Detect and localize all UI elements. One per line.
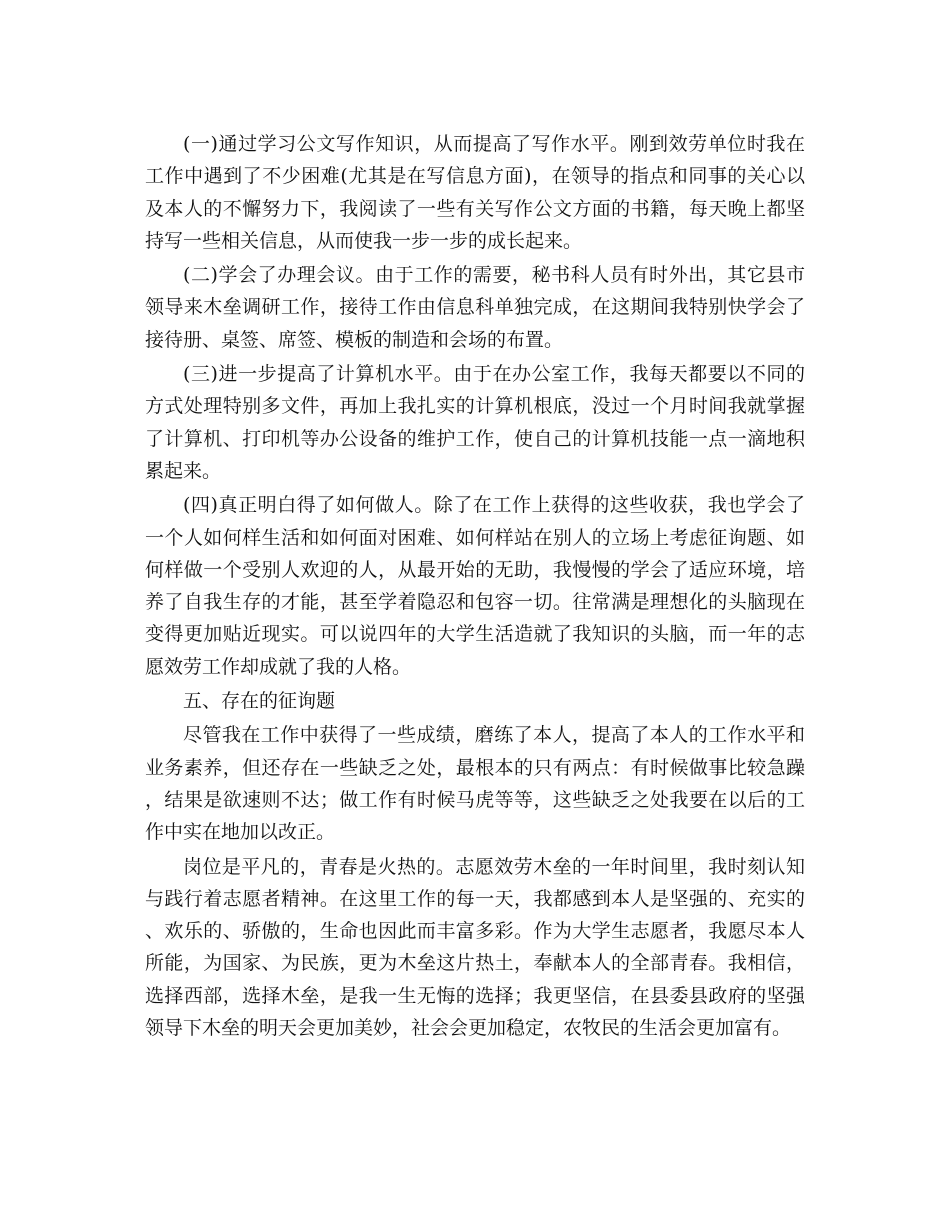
document-body [145,128,805,1046]
paragraph-meeting-management: (二)学会了办理会议。由于工作的需要，秘书科人员有时外出，其它县市领导来木垒调研工作，接待工作由信息科单独完成，在这期间我特别快学会了接待册、桌签、席签、模板的制造和会场的布置。 [145,264,805,351]
paragraph-conclusion: 岗位是平凡的，青春是火热的。志愿效劳木垒的一年时间里，我时刻认知与践行着志愿者精神。在这里工作的每一天，我都感到本人是坚强的、充实的、欢乐的、骄傲的，生命也因此而丰富多彩。作为大学生志愿者，我愿尽本人所能，为国家、为民族，更为木垒这片热土，奉献本人的全部青春。我相信，选择西部，选择木垒，是我一生无悔的选择；我更坚信，在县委县政府的坚强领导下木垒的明天会更加美妙，社会会更加稳定，农牧民的生活会更加富有。 [145,855,805,1040]
paragraph-shortcomings: 尽管我在工作中获得了一些成绩，磨练了本人，提高了本人的工作水平和业务素养，但还存在一些缺乏之处，最根本的只有两点：有时候做事比较急躁，结果是欲速则不达；做工作有时候马虎等等，这些缺乏之处我要在以后的工作中实在地加以改正。 [145,724,805,844]
paragraph-study-writing: (一)通过学习公文写作知识，从而提高了写作水平。刚到效劳单位时我在工作中遇到了不少困难(尤其是在写信息方面)，在领导的指点和同事的关心以及本人的不懈努力下，我阅读了一些有关写作公文方面的书籍，每天晚上都坚持写一些相关信息，从而使我一步一步的成长起来。 [145,133,805,252]
section-heading-problems: 五、存在的征询题 [183,690,336,713]
paragraph-computer-skills: (三)进一步提高了计算机水平。由于在办公室工作，我每天都要以不同的方式处理特别多文件，再加上我扎实的计算机根底，没过一个月时间我就掌握了计算机、打印机等办公设备的维护工作，使自己的计算机技能一点一滴地积累起来。 [145,363,805,482]
paragraph-personal-growth: (四)真正明白得了如何做人。除了在工作上获得的这些收获，我也学会了一个人如何样生活和如何面对困难、如何样站在别人的立场上考虑征询题、如何样做一个受别人欢迎的人，从最开始的无助，我慢慢的学会了适应环境，培养了自我生存的才能，甚至学着隐忍和包容一切。往常满是理想化的头脑现在变得更加贴近现实。可以说四年的大学生活造就了我知识的头脑，而一年的志愿效劳工作却成就了我的人格。 [145,494,805,678]
